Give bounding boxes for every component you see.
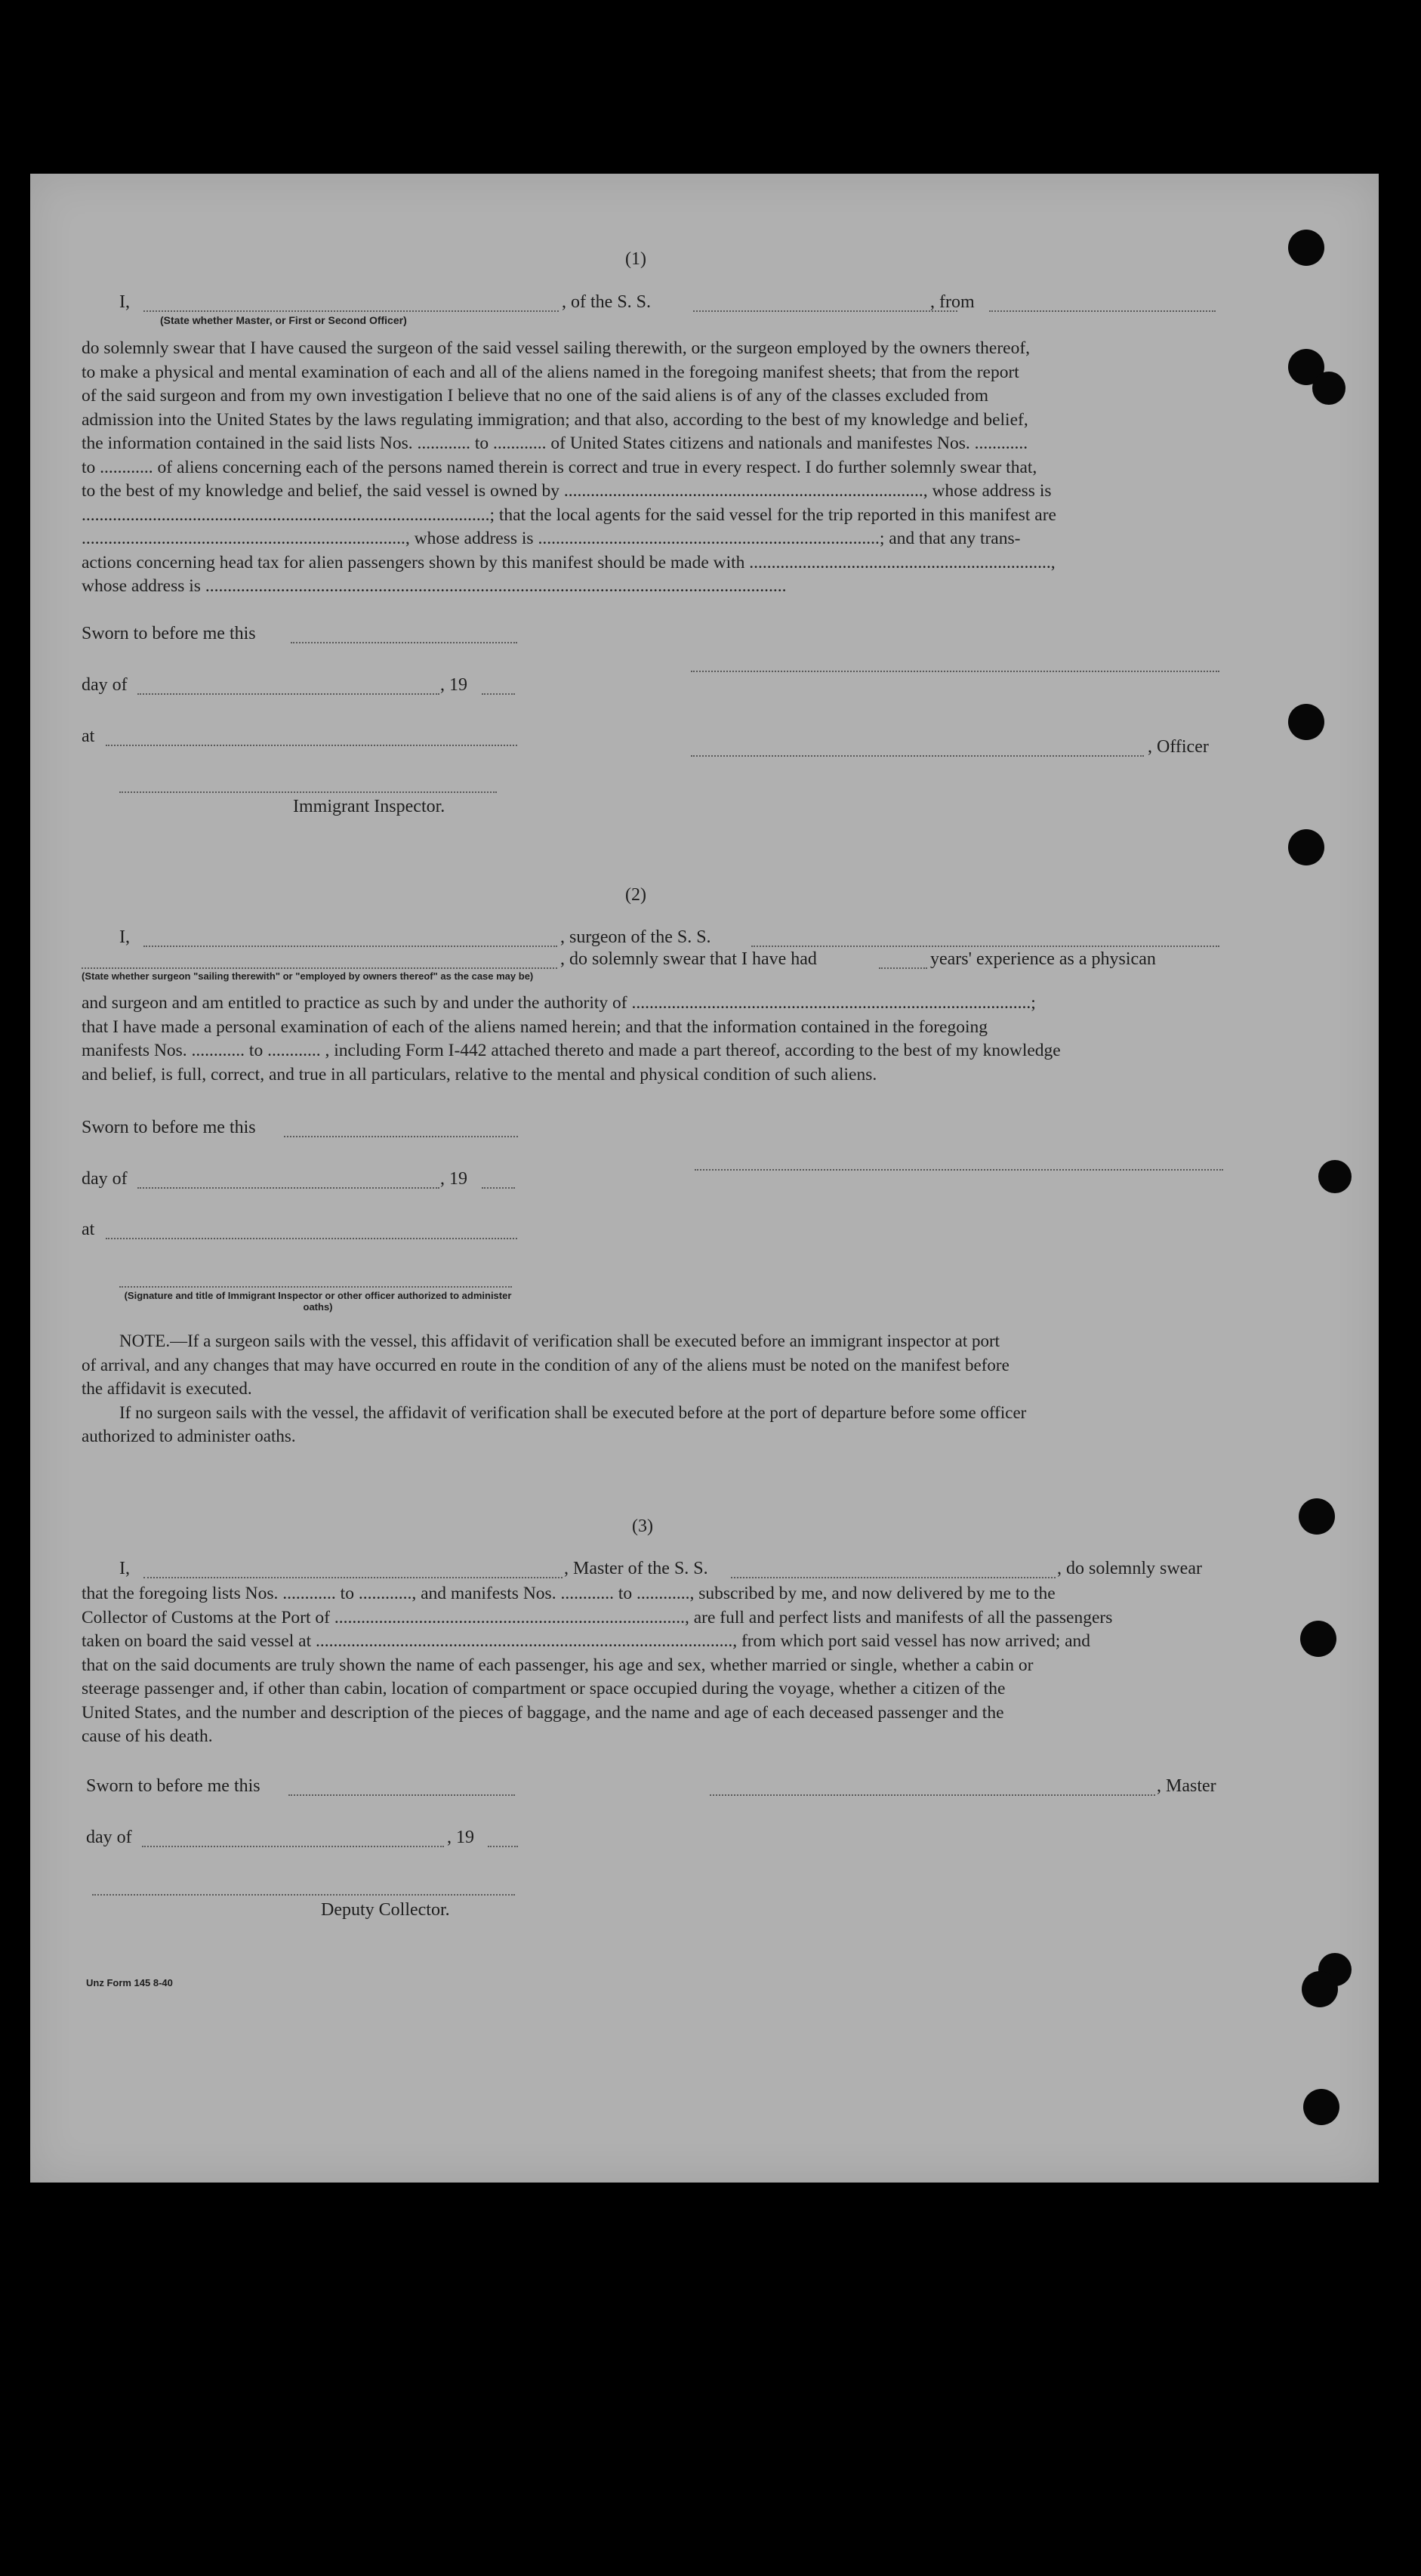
sworn-date-field[interactable] bbox=[284, 1136, 518, 1137]
year-label: , 19 bbox=[440, 675, 467, 695]
note-line: NOTE.—If a surgeon sails with the vessel, this affidavit of verification shall be executed before an immigrant inspector at port bbox=[119, 1331, 1000, 1350]
oath-line: ............................................................................................; that the local agents for the said vessel for the trip reported in this manifest are bbox=[82, 504, 1056, 525]
oath-i-label: I, bbox=[119, 292, 130, 312]
oath-line: whose address is ................................................................................................................................... bbox=[82, 576, 787, 596]
signature-title-hint: (Signature and title of Immigrant Inspector or other officer authorized to administer oaths) bbox=[124, 1290, 512, 1313]
oath-line: admission into the United States by the laws regulating immigration; and that also, according to the best of my knowledge and belief, bbox=[82, 409, 1028, 430]
from-label: , from bbox=[930, 292, 975, 312]
oath-line: that on the said documents are truly shown the name of each passenger, his age and sex, whether married or single, whether a cabin or bbox=[82, 1655, 1034, 1675]
officer-name-field[interactable] bbox=[143, 310, 559, 312]
punch-hole bbox=[1303, 2089, 1339, 2125]
oath-line: of the said surgeon and from my own investigation I believe that no one of the said aliens is of any of the classes excluded from bbox=[82, 386, 989, 406]
surgeon-signature-field[interactable] bbox=[695, 1169, 1223, 1171]
punch-hole bbox=[1312, 372, 1345, 405]
punch-hole bbox=[1300, 1621, 1336, 1657]
from-port-field[interactable] bbox=[989, 310, 1216, 312]
section-3-oath-text bbox=[82, 1582, 1229, 1749]
year-field[interactable] bbox=[482, 1187, 515, 1189]
surgeon-status-field[interactable] bbox=[82, 967, 557, 969]
at-label: at bbox=[82, 1220, 95, 1239]
master-swear-label: , do solemnly swear bbox=[1057, 1559, 1202, 1578]
surgeon-of-ss-label: , surgeon of the S. S. bbox=[560, 927, 711, 947]
master-vessel-field[interactable] bbox=[731, 1577, 1056, 1578]
sworn-date-field[interactable] bbox=[291, 642, 517, 643]
year-label: , 19 bbox=[447, 1828, 474, 1847]
surgeon-status-hint: (State whether surgeon "sailing therewith" or "employed by owners thereof" as the case may be) bbox=[82, 970, 534, 982]
year-label: , 19 bbox=[440, 1169, 467, 1189]
month-field[interactable] bbox=[137, 1187, 439, 1189]
oath-line: ........................................................................., whose address is .............................................................................; and that any trans- bbox=[82, 529, 1021, 548]
oath-line: to make a physical and mental examination of each and all of the aliens named in the foregoing manifest sheets; that from the report bbox=[82, 362, 1019, 382]
oath-line: to ............ of aliens concerning each of the persons named therein is correct and true in every respect. I do further solemnly swear that, bbox=[82, 457, 1037, 477]
punch-hole bbox=[1288, 829, 1324, 865]
surgeon-name-field[interactable] bbox=[143, 946, 557, 947]
place-field[interactable] bbox=[106, 1238, 517, 1239]
officer-title-field[interactable] bbox=[691, 755, 1144, 757]
section-3-number: (3) bbox=[632, 1516, 653, 1536]
note-line: the affidavit is executed. bbox=[82, 1379, 252, 1398]
day-of-label: day of bbox=[82, 1169, 128, 1189]
sworn-label: Sworn to before me this bbox=[82, 1118, 256, 1137]
surgeon-i-label: I, bbox=[119, 927, 130, 947]
sworn-date-field[interactable] bbox=[288, 1794, 515, 1796]
master-of-ss-label: , Master of the S. S. bbox=[564, 1559, 708, 1578]
oath-line: actions concerning head tax for alien passengers shown by this manifest should be made with ...................................................................., bbox=[82, 552, 1056, 572]
day-of-label: day of bbox=[86, 1828, 132, 1847]
punch-hole bbox=[1288, 230, 1324, 266]
years-experience-field[interactable] bbox=[879, 967, 927, 969]
oath-line: that the foregoing lists Nos. ............ to ............, and manifests Nos. ............ to ............, subscribed by me, and now delivered by me to the bbox=[82, 1584, 1056, 1603]
master-i-label: I, bbox=[119, 1559, 130, 1578]
month-field[interactable] bbox=[137, 693, 439, 695]
place-field[interactable] bbox=[106, 745, 517, 746]
at-label: at bbox=[82, 727, 95, 746]
section-1-number: (1) bbox=[625, 249, 646, 269]
punch-hole bbox=[1288, 704, 1324, 740]
immigrant-inspector-label: Immigrant Inspector. bbox=[293, 797, 445, 816]
officer-label: , Officer bbox=[1148, 737, 1209, 757]
oath-line: and belief, is full, correct, and true in all particulars, relative to the mental and physical condition of such aliens. bbox=[82, 1064, 877, 1084]
deputy-collector-label: Deputy Collector. bbox=[321, 1900, 450, 1920]
master-signature-field[interactable] bbox=[710, 1794, 1155, 1796]
surgeon-swear-label: , do solemnly swear that I have had bbox=[560, 949, 817, 969]
sworn-label: Sworn to before me this bbox=[86, 1776, 260, 1796]
year-field[interactable] bbox=[488, 1846, 518, 1847]
note-text bbox=[82, 1329, 1225, 1448]
manifest-verification-form bbox=[30, 174, 1379, 2183]
officer-rank-hint: (State whether Master, or First or Second Officer) bbox=[160, 314, 407, 326]
section-2-number: (2) bbox=[625, 885, 646, 905]
oath-line: United States, and the number and description of the pieces of baggage, and the name and age of each deceased passenger and the bbox=[82, 1702, 1004, 1723]
oath-line: cause of his death. bbox=[82, 1726, 213, 1746]
note-line: of arrival, and any changes that may have occurred en route in the condition of any of the aliens must be noted on the manifest before bbox=[82, 1355, 1009, 1374]
section-1-oath-text bbox=[82, 337, 1225, 599]
master-label: , Master bbox=[1157, 1776, 1216, 1796]
year-field[interactable] bbox=[482, 693, 515, 695]
oath-line: that I have made a personal examination of each of the aliens named herein; and that the information contained in the foregoing bbox=[82, 1017, 988, 1037]
note-line: authorized to administer oaths. bbox=[82, 1427, 296, 1445]
note-line: If no surgeon sails with the vessel, the affidavit of verification shall be executed before at the port of departure before some officer bbox=[119, 1402, 1027, 1422]
master-name-field[interactable] bbox=[143, 1577, 563, 1578]
oath-line: taken on board the said vessel at .............................................................................................., from which port said vessel has now arrived; and bbox=[82, 1631, 1091, 1651]
of-the-ss-label: , of the S. S. bbox=[562, 292, 652, 312]
month-field[interactable] bbox=[142, 1846, 444, 1847]
oath-line: manifests Nos. ............ to ............ , including Form I-442 attached thereto and made a part thereof, according to the best of my knowledge bbox=[82, 1041, 1061, 1060]
oath-line: steerage passenger and, if other than cabin, location of compartment or space occupied during the voyage, whether a citizen of the bbox=[82, 1679, 1006, 1698]
inspector-signature-field[interactable] bbox=[119, 791, 497, 793]
oath-line: and surgeon and am entitled to practice as such by and under the authority of ..........................................................................................; bbox=[82, 993, 1036, 1013]
punch-hole bbox=[1299, 1498, 1335, 1535]
form-number: Unz Form 145 8-40 bbox=[86, 1977, 173, 1988]
punch-hole bbox=[1302, 1971, 1338, 2007]
collector-signature-field[interactable] bbox=[92, 1894, 515, 1896]
officer-signature-field[interactable] bbox=[691, 671, 1219, 672]
day-of-label: day of bbox=[82, 675, 128, 695]
sworn-label: Sworn to before me this bbox=[82, 624, 256, 643]
oath-line: Collector of Customs at the Port of ..............................................................................., are full and perfect lists and manifests of all the passengers bbox=[82, 1607, 1113, 1627]
oath-line: the information contained in the said lists Nos. ............ to ............ of United States citizens and nationals and manifestes Nos. ............ bbox=[82, 433, 1028, 453]
oath-line: do solemnly swear that I have caused the surgeon of the said vessel sailing therewith, or the surgeon employed by the owners thereof, bbox=[82, 338, 1031, 358]
vessel-name-field[interactable] bbox=[693, 310, 957, 312]
surgeon-vessel-field[interactable] bbox=[751, 946, 1219, 947]
oath-line: to the best of my knowledge and belief, the said vessel is owned by ................................................................................., whose address is bbox=[82, 481, 1052, 501]
punch-hole bbox=[1318, 1160, 1352, 1193]
section-2-oath-text bbox=[82, 992, 1225, 1087]
years-experience-label: years' experience as a physican bbox=[930, 949, 1156, 969]
inspector-signature-field[interactable] bbox=[119, 1286, 512, 1288]
